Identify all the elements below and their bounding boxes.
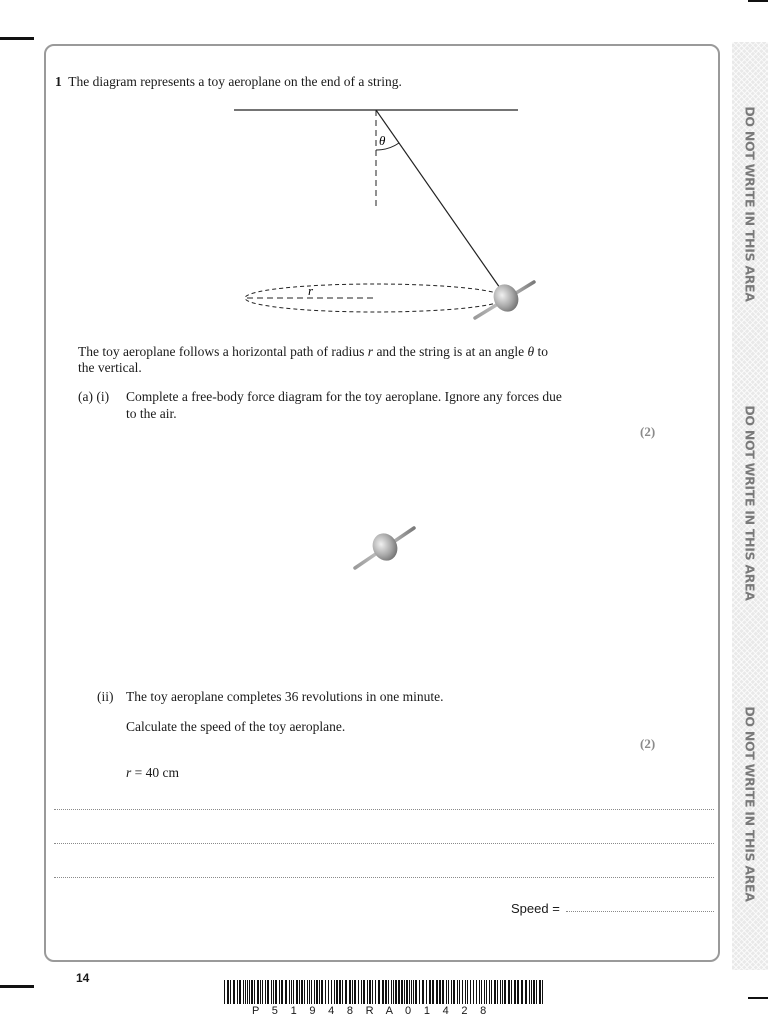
question-intro-text: The diagram represents a toy aeroplane on the end of a string. <box>68 74 402 89</box>
aeroplane-string-diagram <box>220 100 550 325</box>
part-a-ii-label: (ii) <box>97 689 114 704</box>
page-number: 14 <box>76 971 90 985</box>
question-number: 1 <box>55 74 62 89</box>
part-a-i-marks: (2) <box>640 424 656 439</box>
question-intro <box>55 73 402 90</box>
question-stem: The toy aeroplane follows a horizontal path of radius r and the string is at an angle θ to <box>78 344 549 359</box>
working-line-3[interactable] <box>54 877 714 878</box>
r-label: r <box>308 283 314 298</box>
free-body-aeroplane-icon <box>348 520 420 576</box>
edge-mark-top-left <box>0 37 34 40</box>
speed-answer-label: Speed = <box>511 901 560 916</box>
edge-mark-bottom-left <box>0 985 34 988</box>
edge-mark-top-right <box>748 0 768 2</box>
part-a-i-text-line2: to the air. <box>126 406 177 421</box>
barcode-text: P 5 1 9 4 8 R A 0 1 4 2 8 <box>252 1005 492 1017</box>
barcode <box>224 980 546 1004</box>
part-a-ii-marks: (2) <box>640 736 656 751</box>
speed-answer-field[interactable] <box>566 911 714 912</box>
part-a-i-label: (a) (i) <box>78 389 110 404</box>
part-a-ii-text-line2: Calculate the speed of the toy aeroplane. <box>126 719 346 734</box>
part-a-i-text-line1: Complete a free-body force diagram for the toy aeroplane. Ignore any forces due <box>126 389 562 404</box>
part-a-ii-text-line1: The toy aeroplane completes 36 revolutions in one minute. <box>126 689 444 704</box>
working-line-1[interactable] <box>54 809 714 810</box>
circular-path <box>245 284 505 312</box>
toy-aeroplane-icon <box>475 280 534 318</box>
theta-label: θ <box>379 133 386 148</box>
edge-mark-bottom-right <box>748 997 768 999</box>
question-stem-line2: the vertical. <box>78 360 142 375</box>
working-line-2[interactable] <box>54 843 714 844</box>
given-radius: r = 40 cm <box>126 765 179 780</box>
string-line <box>376 110 500 288</box>
